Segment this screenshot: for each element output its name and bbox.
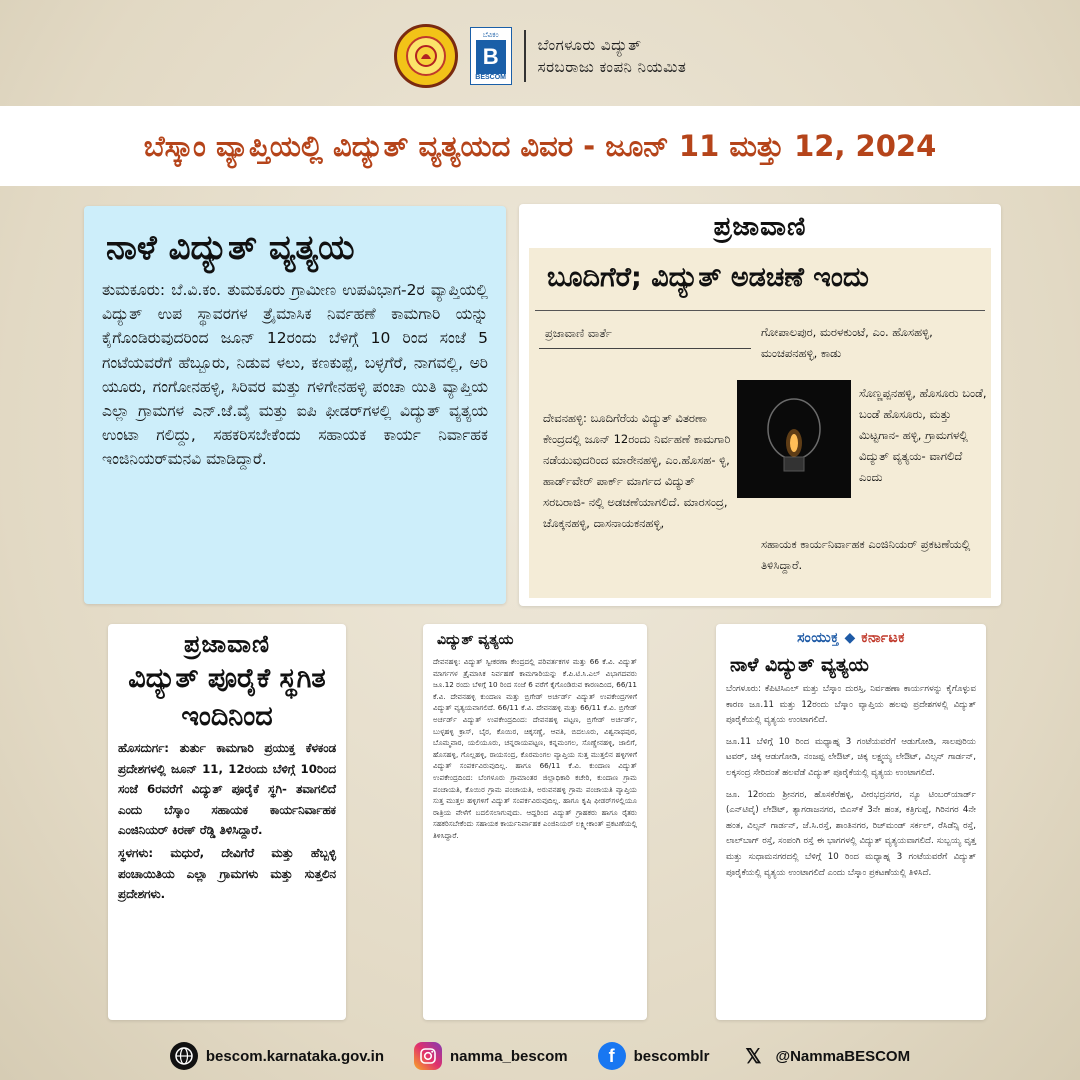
page-title: ಬೆಸ್ಕಾಂ ವ್ಯಾಪ್ತಿಯಲ್ಲಿ ವಿದ್ಯುತ್ ವ್ಯತ್ಯಯದ ವಿವರ - ಜೂನ್ 11 ಮತ್ತು 12, 2024 [143, 128, 937, 163]
instagram-icon [414, 1042, 442, 1070]
website-label: bescom.karnataka.gov.in [205, 1047, 385, 1065]
clip2-masthead: ಪ್ರಜಾವಾಣಿ [713, 212, 807, 242]
footer-twitter[interactable] [739, 1042, 910, 1070]
company-name [538, 34, 687, 78]
clip5-heading: ನಾಳೆ ವಿದ್ಯುತ್ ವ್ಯತ್ಯಯ [730, 654, 869, 676]
footer-instagram[interactable] [414, 1042, 568, 1070]
title-band [0, 106, 1080, 186]
clip2-left-column: ದೇವನಹಳ್ಳಿ: ಬೂದಿಗೆರೆಯ ವಿದ್ಯುತ್ ವಿತರಣಾ ಕೇಂದ್ರದಲ್ಲಿ ಜೂನ್ 12ರಂದು ನಿರ್ವಹಣೆ ಕಾಮಗಾರಿ ನಡೆಯುವುದರಿಂದ ಮಾರೇನಹಳ್ಳಿ, ಎಂ.ಹೊಸಹ- ಳ್ಳಿ, ಹಾರ್ಡ್‌ವೇರ್ ಪಾರ್ಕ್ ಮಾರ್ಗದ ವಿದ್ಯುತ್ ಸರಬರಾಜಿ- ನಲ್ಲಿ ಅಡಚಣೆಯಾಗಲಿದೆ. ಮಾರಸಂದ್ರ, ಚೊಕ್ಕನಹಳ್ಳಿ, ದಾಸನಾಯಕನಹಳ್ಳಿ, [543, 411, 731, 530]
clip2-byline-rule [539, 348, 751, 349]
clip3-masthead: ಪ್ರಜಾವಾಣಿ [184, 630, 270, 658]
clip2-top-right: ಗೋಪಾಲಪುರ, ಮರಳಕುಂಟೆ, ಎಂ. ಹೊಸಹಳ್ಳಿ, ಮಂಚಪನಹಳ್ಳಿ, ಕಾಡು [761, 325, 933, 360]
instagram-label: namma_bescom [450, 1047, 568, 1065]
bescom-logo: ಬೆವಿಕಂ B BESCOM [470, 27, 512, 85]
clip1-heading: ನಾಳೆ ವಿದ್ಯುತ್ ವ್ಯತ್ಯಯ [106, 228, 355, 268]
footer-facebook[interactable] [598, 1042, 710, 1070]
clip3-body-1: ಹೊಸದುರ್ಗ: ತುರ್ತು ಕಾಮಗಾರಿ ಪ್ರಯುಕ್ತ ಕೆಳಕಂಡ ಪ್ರದೇಶಗಳಲ್ಲಿ ಜೂನ್ 11, 12ರಂದು ಬೆಳಿಗ್ಗೆ 10ರಿಂದ ಸಂಜೆ 6ರವರೆಗೆ ವಿದ್ಯುತ್ ಪೂರೈಕೆ ಸ್ಥಗಿ- ತವಾಗಲಿದೆ ಎಂದು ಬೆಸ್ಕಾಂ ಸಹಾಯಕ ಕಾರ್ಯನಿರ್ವಾಹಕ ಎಂಜಿನಿಯರ್ ಕಿರಣ್ ರೆಡ್ಡಿ ತಿಳಿಸಿದ್ದಾರೆ. [118, 741, 336, 838]
clip2-byline: ಪ್ರಜಾವಾಣಿ ವಾರ್ತೆ [545, 326, 612, 340]
clip5-masthead-left: ಸಂಯುಕ್ತ [797, 630, 840, 646]
clip5-masthead-icon: ◆ [844, 630, 856, 646]
bescom-logo-text: BESCOM [475, 74, 506, 81]
clip1-body: ತುಮಕೂರು: ಬೆ.ವಿ.ಕಂ. ತುಮಕೂರು ಗ್ರಾಮೀಣ ಉಪವಿಭಾಗ-2ರ ವ್ಯಾಪ್ತಿಯಲ್ಲಿ ವಿದ್ಯುತ್ ಉಪ ಸ್ಥಾವರಗಳ ತ್ರೈಮಾಸಿಕ ನಿರ್ವಹಣೆ ಕಾಮಗಾರಿ ಯನ್ನು ಕೈಗೊಂಡಿರುವುದರಿಂದ ಜೂನ್ 12ರಂದು ಬೆಳಿಗ್ಗೆ 10 ರಿಂದ ಸಂಜೆ 5 ಗಂಟೆಯವರೆಗೆ ಹೆಬ್ಬೂರು, ನಿಡುವ ಳಲು, ಕಣಕುಪ್ಪೆ, ಬಳ್ಳಗೆರೆ, ನಾಗವಲ್ಲಿ, ಅರಿ ಯೂರು, ಗಂಗೋನಹಳ್ಳಿ, ಸಿರಿವರ ಮತ್ತು ಗಳಿಗೇನಹಳ್ಳಿ ಪಂಚಾ ಯಿತಿ ವ್ಯಾಪ್ತಿಯ ಎಲ್ಲಾ ಗ್ರಾಮಗಳ ಎನ್.ಜೆ.ವೈ ಮತ್ತು ಐಪಿ ಫೀಡರ್‌ಗಳಲ್ಲಿ ವಿದ್ಯುತ್ ವ್ಯತ್ಯಯ ಉಂಟಾ ಗಲಿದ್ದು, ಸಹಕರಿಸಬೇಕೆಂದು ಸಹಾಯಕ ಕಾರ್ಯ ನಿರ್ವಾಹಕ ಇಂಜಿನಿಯರ್‌ಮನವಿ ಮಾಡಿದ್ದಾರೆ. [102, 281, 488, 469]
logo-bar [0, 20, 1080, 92]
clip2-right-column: ಸೊಣ್ಣಪ್ಪನಹಳ್ಳಿ, ಹೊಸೂರು ಬಂಡೆ, ಬಂಡೆ ಹೊಸೂರು, ಮತ್ತು ಮಿಟ್ಟಗಾನ- ಹಳ್ಳಿ, ಗ್ರಾಮಗಳಲ್ಲಿ ವಿದ್ಯುತ್ ವ್ಯತ್ಯಯ- ವಾಗಲಿದೆ ಎಂದು [859, 386, 987, 484]
company-line-2: ಸರಬರಾಜು ಕಂಪನಿ ನಿಯಮಿತ [537, 58, 687, 76]
footer-website[interactable] [170, 1042, 384, 1070]
globe-icon [170, 1042, 198, 1070]
clip5-para-1: ಬೆಂಗಳೂರು: ಕೆಪಿಟಿಸಿಎಲ್ ಮತ್ತು ಬೆಸ್ಕಾಂ ದುರಸ್ತಿ, ನಿರ್ವಹಣಾ ಕಾರ್ಯಗಳನ್ನು ಕೈಗೊಳ್ಳುವ ಕಾರಣ ಜೂ.11 ಮತ್ತು 12ರಂದು ಬೆಸ್ಕಾಂ ವ್ಯಾಪ್ತಿಯ ಹಲವು ಪ್ರದೇಶಗಳಲ್ಲಿ ವಿದ್ಯುತ್ ಪೂರೈಕೆಯಲ್ಲಿ ವ್ಯತ್ಯಯ ಉಂಟಾಗಲಿದೆ. [726, 684, 976, 726]
news-clipping-5 [716, 624, 986, 1020]
facebook-icon: f [598, 1042, 626, 1070]
clip5-para-3: ಜೂ. 12ರಂದು ಶ್ರೀನಗರ, ಹೊಸಕೆರೆಹಳ್ಳಿ, ವೀರಭದ್ರನಗರ, ನ್ಯೂ ಟಿಂಬರ್‌ಯಾರ್ಡ್ (ಎನ್‌ಟಿವೈ) ಲೇಔಟ್, ತ್ಯಾಗರಾಜನಗರ, ಬಿಎಸ್‌ಕೆ 3ನೇ ಹಂತ, ಕತ್ರಿಗುಪ್ಪೆ, ಗಿರಿನಗರ 4ನೇ ಹಂತ, ವಿಲ್ಸನ್ ಗಾರ್ಡನ್, ಜೆ.ಸಿ.ರಸ್ತೆ, ಶಾಂತಿನಗರ, ರಿಚ್‌ಮಂಡ್ ಸರ್ಕಲ್, ರೆಸಿಡೆನ್ಸಿ ರಸ್ತೆ, ಲಾಲ್‌ಬಾಗ್ ರಸ್ತೆ, ಸಂಪಂಗಿ ರಸ್ತೆ ಈ ಭಾಗಗಳಲ್ಲಿ ವಿದ್ಯುತ್ ವ್ಯತ್ಯಯವಾಗಲಿದೆ. ಸುಬ್ಬಯ್ಯ ವೃತ್ತ ಮತ್ತು ಸುಧಾಮನಗರದಲ್ಲಿ ಬೆಳಿಗ್ಗೆ 10 ರಿಂದ ಮಧ್ಯಾಹ್ನ 3 ಗಂಟೆಯವರೆಗೆ ವಿದ್ಯುತ್ ಪೂರೈಕೆಯಲ್ಲಿ ವ್ಯತ್ಯಯ ಉಂಟಾಗಲಿದೆ ಎಂದು ಬೆಸ್ಕಾಂ ಪ್ರಕಟಣೆಯಲ್ಲಿ ತಿಳಿಸಿದೆ. [726, 789, 976, 878]
clip2-article [529, 248, 991, 598]
clip3-heading: ವಿದ್ಯುತ್ ಪೂರೈಕೆ ಸ್ಥಗಿತ ಇಂದಿನಿಂದ [128, 663, 326, 732]
clip5-masthead-right: ಕರ್ನಾಟಕ [861, 630, 905, 646]
x-twitter-icon: 𝕏 [745, 1045, 762, 1068]
karnataka-seal-icon [394, 24, 458, 88]
twitter-label: @NammaBESCOM [775, 1047, 911, 1065]
clip2-bottom-right: ಸಹಾಯಕ ಕಾರ್ಯನಿರ್ವಾಹಕ ಎಂಜಿನಿಯರ್ ಪ್ರಕಟಣೆಯಲ್ಲಿ ತಿಳಿಸಿದ್ದಾರೆ. [761, 537, 971, 572]
news-clipping-3 [108, 624, 346, 1020]
news-clipping-4 [423, 624, 647, 1020]
clip5-para-2: ಜೂ.11 ಬೆಳಿಗ್ಗೆ 10 ರಿಂದ ಮಧ್ಯಾಹ್ನ 3 ಗಂಟೆಯವರೆಗೆ ಆಡುಗೋಡಿ, ಸಾಲಪುರಿಯ ಟವರ್, ಚಿಕ್ಕ ಆಡುಗೋಡಿ, ನಂಜಪ್ಪ ಲೇಔಟ್, ಚಿಕ್ಕ ಲಕ್ಷ್ಮಯ್ಯ ಲೇಔಟ್, ವಿಲ್ಸನ್ ಗಾರ್ಡನ್, ಲಕ್ಕಸಂದ್ರ ಸೇರಿದಂತೆ ಹಲವೆಡೆ ವಿದ್ಯುತ್ ಪೂರೈಕೆಯಲ್ಲಿ ವ್ಯತ್ಯಯ ಉಂಟಾಗಲಿದೆ. [726, 736, 976, 778]
clip2-rule [535, 310, 985, 311]
clip2-heading: ಬೂದಿಗೆರೆ; ವಿದ್ಯುತ್ ಅಡಚಣೆ ಇಂದು [547, 262, 869, 293]
clip4-heading: ವಿದ್ಯುತ್ ವ್ಯತ್ಯಯ [437, 632, 514, 648]
clip5-masthead [726, 630, 976, 646]
light-bulb-photo [737, 380, 851, 498]
footer [0, 1036, 1080, 1076]
company-line-1: ಬೆಂಗಳೂರು ವಿದ್ಯುತ್ [537, 36, 642, 54]
news-clipping-2 [519, 204, 1001, 606]
facebook-label: bescomblr [633, 1047, 710, 1065]
header-divider [524, 30, 526, 82]
bescom-logo-top: ಬೆವಿಕಂ [482, 31, 499, 39]
clip3-body-2: ಸ್ಥಳಗಳು: ಮಧುರೆ, ದೇವಿಗೆರೆ ಮತ್ತು ಹೆಬ್ಬಳ್ಳಿ ಪಂಚಾಯಿತಿಯ ಎಲ್ಲಾ ಗ್ರಾಮಗಳು ಮತ್ತು ಸುತ್ತಲಿನ ಪ್ರದೇಶಗಳು. [118, 845, 336, 902]
clip4-body: ದೇವನಹಳ್ಳಿ: ವಿದ್ಯುತ್ ಸ್ವೀಕರಣಾ ಕೇಂದ್ರದಲ್ಲಿ ಪರಿವರ್ತಕಗಳ ಮತ್ತು 66 ಕೆ.ವಿ. ವಿದ್ಯುತ್ ಮಾರ್ಗಗಳ ತ್ರೈಮಾಸಿಕ ನಿರ್ವಹಣೆ ಕಾಮಗಾರಿಯನ್ನು ಕೆ.ಪಿ.ಟಿ.ಸಿ.ಎಲ್ ವಿಭಾಗದವರು ಜೂ.12 ರಂದು ಬೆಳಿಗ್ಗೆ 10 ರಿಂದ ಸಂಜೆ 6 ವರೆಗೆ ಕೈಗೊಂಡಿರುವ ಕಾರಣದಿಂದ, 66/11 ಕೆ.ವಿ. ದೇವನಹಳ್ಳಿ ಕುಂದಾಣ ಮತ್ತು ಬ್ರಿಗೇಡ್ ಅರ್ಚರ್ಡ್ ವಿದ್ಯುತ್ ಉಪಕೇಂದ್ರಗಳಿಗೆ ವಿದ್ಯುತ್ ವ್ಯತ್ಯಯವಾಗಲಿದೆ. 66/11 ಕೆ.ವಿ. ದೇವನಹಳ್ಳಿ ಮತ್ತು 66/11 ಕೆ.ವಿ. ಬ್ರಿಗೇಡ್ ಅರ್ಚರ್ಡ್ ವಿದ್ಯುತ್ ಉಪಕೇಂದ್ರದಿಂದ: ದೇವನಹಳ್ಳಿ ಪಟ್ಟಣ, ಬ್ರಿಗೇಡ್ ಅರ್ಚರ್ಡ್, ಬುಳ್ಳಹಳ್ಳಿ ಕ್ರಾಸ್, ಬೈರ, ಕೊಯಿರ, ಚಿಕ್ಕಸಣ್ಣೆ, ಆವತಿ, ಬಿದಲೂರು, ವಿಶ್ವನಾಥಪುರ, ಬೊಮ್ಮವಾರ, ಯಲಿಯೂರು, ಚನ್ನರಾಯಪಟ್ಟಣ, ಕನ್ನಮಂಗಲ, ಸೊಣ್ಣೇನಹಳ್ಳಿ, ಜಾಲಿಗೆ, ಹೊಸಹಳ್ಳಿ, ಗೊಲ್ಲಹಳ್ಳಿ, ರಾಯಸಂದ್ರ, ಕೊರಮಂಗಲ ವ್ಯಾಪ್ತಿಯ ಸುತ್ತ ಮುತ್ತಲಿನ ಹಳ್ಳಿಗಳಿಗೆ ವಿದ್ಯುತ್ ಸಂಪರ್ಕವಿರುವುದಿಲ್ಲ. ಹಾಗೂ 66/11 ಕೆ.ವಿ. ಕುಂದಾಣ ವಿದ್ಯುತ್ ಉಪಕೇಂದ್ರದಿಂದ: ಬೆಂಗಳೂರು ಗ್ರಾಮಾಂತರ ಜಿಲ್ಲಾಧಿಕಾರಿ ಕಚೇರಿ, ಕುಂದಾಣ ಗ್ರಾಮ ಪಂಚಾಯತಿ, ಕೊಯಿರ ಗ್ರಾಮ ಪಂಚಾಯತಿ, ಅರುವನಹಳ್ಳಿ ಗ್ರಾಮ ಪಂಚಾಯತಿ ವ್ಯಾಪ್ತಿಯ ಸುತ್ತ ಮುತ್ತಲ ಹಳ್ಳಿಗಳಿಗೆ ವಿದ್ಯುತ್ ಸಂಪರ್ಕವಿರುವುದಿಲ್ಲ. ಹಾಗೂ ಕೃಷಿ ಫೀಡರ್‌ಗಳಲ್ಲಿಯೂ ರಾತ್ರಿಯ ವೇಳೆಗೆ ಬದಲಿಸಲಾಗುವುದು. ಆದ್ದರಿಂದ ವಿದ್ಯುತ್ ಗ್ರಾಹಕರು ಹಾಗೂ ರೈತರು ಸಹಕರಿಸಬೇಕೆಂದು ಸಹಾಯಕ ಕಾರ್ಯನಿರ್ವಾಹಕ ಎಂಜಿನಿಯರ್ ಲಕ್ಷ್ಮೀಕಾಂತ್ ಪ್ರಕಟಣೆಯಲ್ಲಿ ತಿಳಿಸಿದ್ದಾರೆ. [433, 657, 637, 840]
news-clipping-1 [84, 206, 506, 604]
